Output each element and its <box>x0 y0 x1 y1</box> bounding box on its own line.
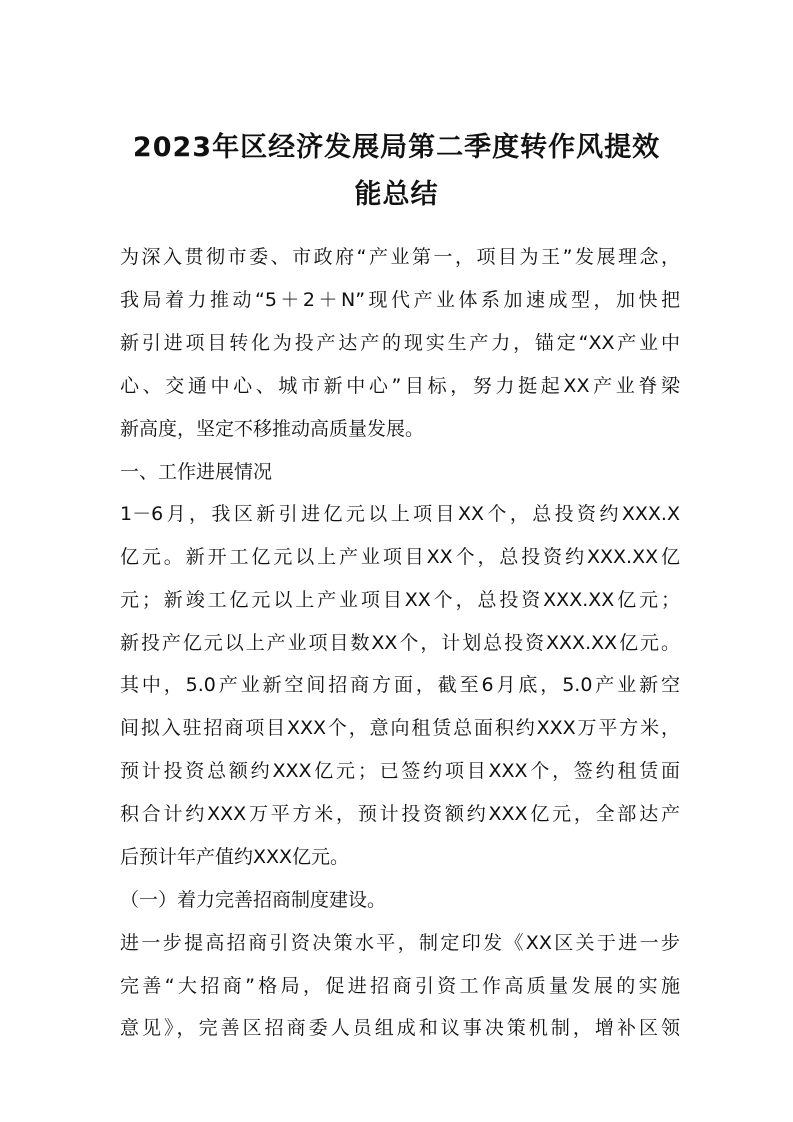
paragraph-line: 新引进项目转化为投产达产的现实生产力，锚定“XX产业中 <box>120 332 680 354</box>
paragraph-line: 预计投资总额约XXX亿元；已签约项目XXX个，签约租赁面 <box>120 760 680 782</box>
paragraph-line: 1－6月，我区新引进亿元以上项目XX个，总投资约XXX.X <box>120 503 680 525</box>
paragraph-line: 完善“大招商”格局，促进招商引资工作高质量发展的实施 <box>120 975 680 997</box>
paragraph-line: 亿元。新开工亿元以上产业项目XX个，总投资约XXX.XX亿 <box>120 546 680 568</box>
paragraph-line: 进一步提高招商引资决策水平，制定印发《XX区关于进一步 <box>120 932 680 954</box>
paragraph-line: 心、交通中心、城市新中心”目标，努力挺起XX产业脊梁 <box>120 375 680 397</box>
paragraph-line: （一）着力完善招商制度建设。 <box>120 889 387 911</box>
document-title-line-1: 2023年区经济发展局第二季度转作风提效 <box>132 132 661 163</box>
paragraph-line: 为深入贯彻市委、市政府“产业第一，项目为王”发展理念， <box>120 246 680 268</box>
paragraph-line: 我局着力推动“5＋2＋N”现代产业体系加速成型，加快把 <box>120 289 680 311</box>
paragraph-line: 新高度，坚定不移推动高质量发展。 <box>120 418 425 440</box>
document-title-line-2: 能总结 <box>354 179 439 210</box>
paragraph-line: 其中，5.0产业新空间招商方面，截至6月底，5.0产业新空 <box>120 674 680 696</box>
paragraph-line: 一、工作进展情况 <box>120 461 273 483</box>
paragraph-line: 间拟入驻招商项目XXX个，意向租赁总面积约XXX万平方米， <box>120 717 680 739</box>
paragraph-line: 后预计年产值约XXX亿元。 <box>120 846 350 868</box>
paragraph-line: 意见》，完善区招商委人员组成和议事决策机制，增补区领 <box>120 1017 680 1039</box>
paragraph-line: 新投产亿元以上产业项目数XX个，计划总投资XXX.XX亿元。 <box>120 632 680 654</box>
paragraph-line: 积合计约XXX万平方米，预计投资额约XXX亿元，全部达产 <box>120 803 680 825</box>
paragraph-line: 元；新竣工亿元以上产业项目XX个，总投资XXX.XX亿元； <box>120 589 680 611</box>
